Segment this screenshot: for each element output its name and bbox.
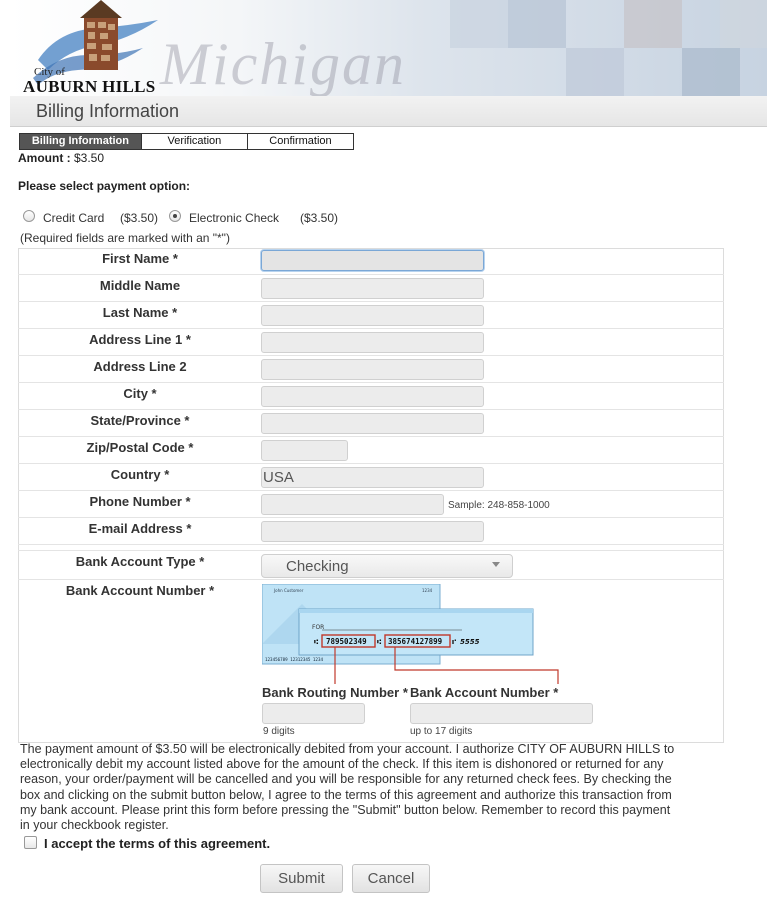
sample-check-icon	[262, 584, 562, 684]
phone-sample-hint: Sample: 248-858-1000	[448, 500, 550, 511]
amount-row	[18, 151, 104, 165]
amount-value: $3.50	[74, 151, 105, 165]
bank-account-type-value: Checking	[286, 558, 349, 575]
last-name-label: Last Name *	[102, 305, 178, 320]
page-title: Billing Information	[36, 101, 180, 121]
credit-card-price: ($3.50)	[120, 211, 159, 225]
zip-postal-label: Zip/Postal Code *	[86, 440, 194, 455]
bank-routing-number-label: Bank Routing Number *	[262, 685, 408, 700]
svg-text:⑆: ⑆	[314, 638, 319, 646]
check-holder-text: John Customer	[274, 588, 304, 593]
submit-button[interactable]: Submit	[260, 864, 343, 893]
bank-account-number-col-label: Bank Account Number *	[410, 685, 559, 700]
brand-city-of: City of	[34, 66, 65, 78]
address-line-2-field[interactable]	[261, 359, 484, 380]
bank-account-number-label: Bank Account Number *	[65, 583, 215, 598]
phone-number-field[interactable]	[261, 494, 444, 515]
account-digits-hint: up to 17 digits	[410, 726, 473, 737]
electronic-check-radio[interactable]	[169, 210, 181, 222]
state-province-label: State/Province *	[90, 413, 190, 428]
electronic-check-price: ($3.50)	[300, 211, 339, 225]
electronic-check-label[interactable]: Electronic Check	[189, 211, 280, 225]
progress-steps	[19, 133, 354, 150]
email-label: E-mail Address *	[88, 521, 192, 536]
credit-card-radio[interactable]	[23, 210, 35, 222]
brand-watermark: Michigan	[160, 31, 406, 96]
phone-number-label: Phone Number *	[89, 494, 191, 509]
bank-routing-number-field[interactable]	[262, 703, 365, 724]
brand-name: AUBURN HILLS	[23, 77, 156, 96]
header-banner	[10, 0, 767, 96]
address-line-1-field[interactable]	[261, 332, 484, 353]
address-line-1-label: Address Line 1 *	[89, 332, 191, 347]
step-confirmation: Confirmation	[269, 135, 332, 147]
step-billing-information: Billing Information	[20, 134, 142, 149]
check-micr-bottom-text: 123456789 12312345 1234	[265, 657, 323, 662]
email-field[interactable]	[261, 521, 484, 542]
bank-account-type-select[interactable]	[261, 554, 513, 578]
state-province-field[interactable]	[261, 413, 484, 434]
check-for-text: FOR	[312, 624, 325, 631]
credit-card-label[interactable]: Credit Card	[43, 211, 105, 225]
svg-text:⑆: ⑆	[377, 638, 382, 646]
middle-name-field[interactable]	[261, 278, 484, 299]
accept-terms-label[interactable]: I accept the terms of this agreement.	[44, 836, 271, 851]
check-account-sample: 385674127899	[388, 637, 443, 646]
first-name-field[interactable]	[261, 250, 484, 271]
amount-label: Amount :	[18, 151, 71, 165]
zip-postal-field[interactable]	[261, 440, 348, 461]
cancel-button[interactable]: Cancel	[352, 864, 430, 893]
agreement-text: The payment amount of $3.50 will be electronically debited from your account. I authorize CITY OF AUBURN HILLS to electronically debit my account listed above for the amount of the check. If this item is dishonored or returned for any reason, your order/payment will be cancelled and you will be responsible for any returned check fees. By checking the box and clicking on the submit button below, I agree to the terms of this agreement and authorize this transaction from my bank account. Please print this form before pressing the "Submit" button below. Remember to record this payment in your checkbook register.	[20, 742, 675, 833]
accept-terms-checkbox[interactable]	[24, 836, 37, 849]
svg-text:⑈: ⑈	[452, 638, 457, 646]
required-fields-note: (Required fields are marked with an "*")	[20, 231, 230, 245]
bank-account-type-label: Bank Account Type *	[75, 554, 205, 569]
bank-account-number-field[interactable]	[410, 703, 593, 724]
title-bar	[10, 96, 767, 127]
payment-prompt: Please select payment option:	[18, 179, 191, 193]
city-label: City *	[123, 386, 157, 401]
address-line-2-label: Address Line 2	[93, 359, 187, 374]
country-field[interactable]: USA	[261, 467, 484, 488]
routing-digits-hint: 9 digits	[263, 726, 295, 737]
first-name-label: First Name *	[102, 251, 178, 266]
check-number-sample: 5555	[460, 638, 480, 646]
step-verification: Verification	[142, 134, 248, 149]
chevron-down-icon	[492, 562, 500, 567]
middle-name-label: Middle Name	[99, 278, 181, 293]
last-name-field[interactable]	[261, 305, 484, 326]
check-number-top-text: 1234	[422, 588, 433, 593]
check-routing-sample: 789502349	[326, 637, 367, 646]
city-field[interactable]	[261, 386, 484, 407]
country-label: Country *	[110, 467, 170, 482]
